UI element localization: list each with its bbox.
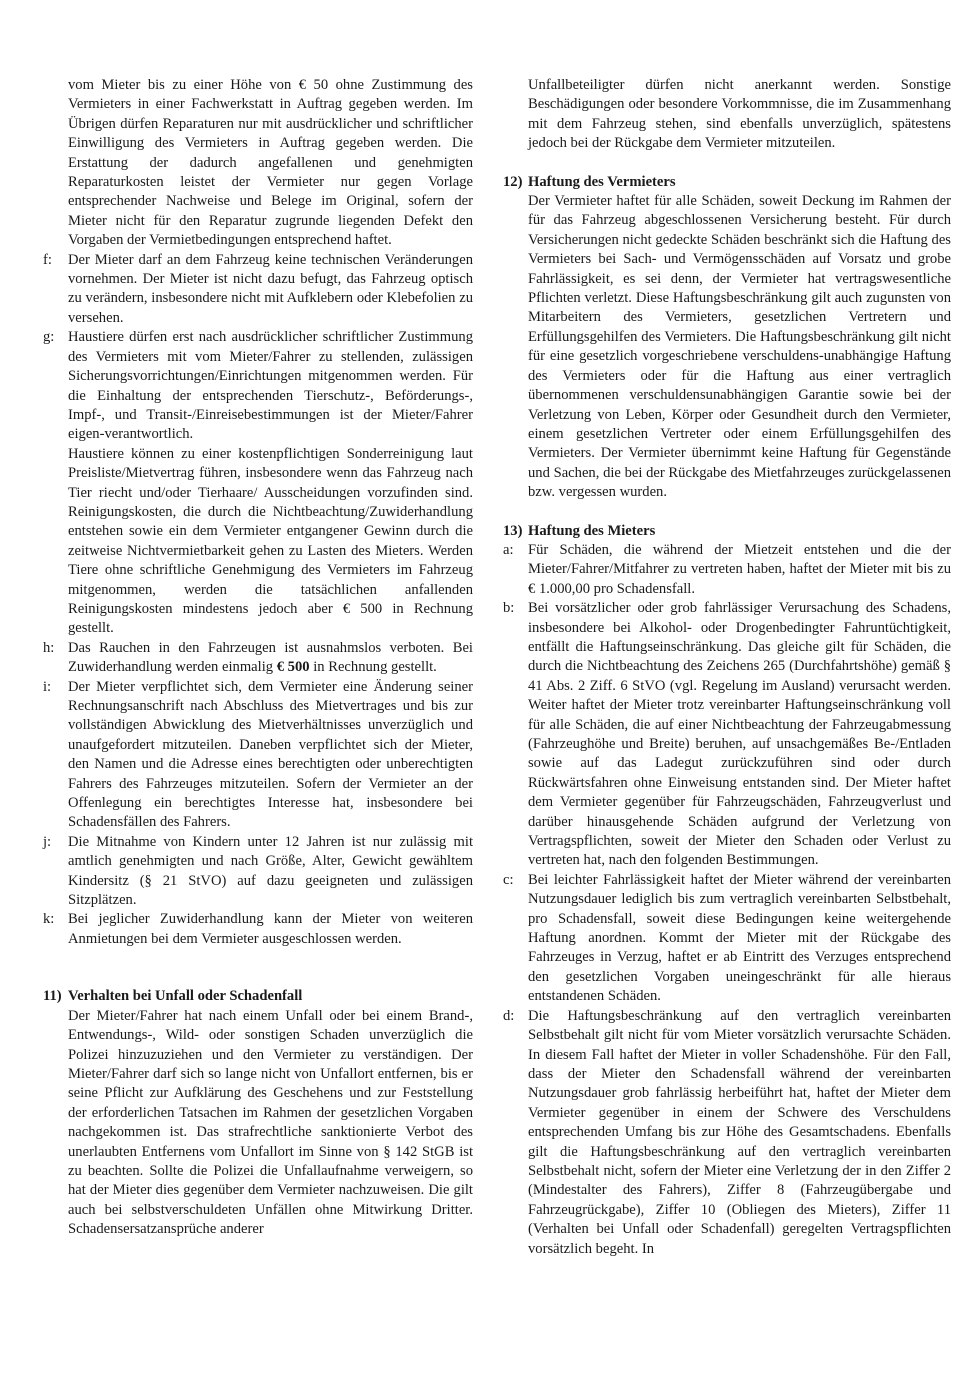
item-text <box>68 639 473 678</box>
section-title: Haftung des Mieters <box>528 522 656 539</box>
left-column <box>43 76 473 1240</box>
section-number: 11) <box>43 988 62 1005</box>
item-f <box>43 251 473 329</box>
item-text: Die Haftungsbeschränkung auf den vertraglich vereinbarten Selbstbehalt gilt nicht für vom Mieter vorsätzlich verursachte Schäden. In diesem Fall haftet der Mieter in voller Schadenshöhe. Für den Fall, dass der Mieter den Schadensfall während der vereinbarten Nutzungsdauer grob fahrlässig herbeiführt hat, haftet der Mieter dem Vermieter gegenüber in einem der Schwere des Verschuldens entsprechenden Umfang bis zur Höhe des Gesamtschadens. Ebenfalls gilt die Haftungsbeschränkung auf den vertraglich vereinbarten Selbstbehalt nicht, sofern der Mieter eine Verletzung der in den Ziffer 2 (Mindestalter des Fahrers), Ziffer 8 (Fahrzeugübergabe und Fahrzeugrückgabe), Ziffer 10 (Obliegen des Mieters), Ziffer 11 (Verhalten bei Unfall oder Schadenfall) geregelten Vertragspflichten vorsätzlich begeht. In <box>528 1007 951 1257</box>
item-g-continuation: Haustiere können zu einer kostenpflichtigen Sonderreinigung laut Preisliste/Mietvertrag führen, insbesondere wenn das Fahrzeug nach Tier riecht und/oder Tierhaare/ Ausscheidungen vorzufinden sind. Reinigungskosten, die durch die Nichtbeachtung/Zuwiderhandlung entstehen sowie ein dem Vermieter entgangener Gewinn durch die zeitweise Nichtvermietbarkeit gehen zu Lasten des Mieters. Werden Tiere ohne schriftliche Genehmigung des Vermieters im Fahrzeug mitgenommen, werden die tatsächlichen anfallenden Reinigungskosten mindestens jedoch aber € 500 in Rechnung gestellt. <box>68 445 473 637</box>
item-label: d: <box>503 1007 515 1024</box>
item-i <box>43 678 473 833</box>
section-11-heading <box>43 987 473 1006</box>
item-text: Die Mitnahme von Kindern unter 12 Jahren ist nur zulässig mit amtlich genehmigten und nach Größe, Alter, Gewicht gewähltem Kindersitz (§ 21 StVO) auf dazu geeigneten und zulässigen Sitzplätzen. <box>68 833 473 909</box>
item-text: Haustiere dürfen erst nach ausdrücklicher schriftlicher Zustimmung des Vermieters mit vom Mieter/Fahrer zu stellenden, zulässigen Sicherungsvorrichtungen/Einrichtungen mitgenommen werden. Für die Einhaltung der entsprechenden Tierschutz-, Beförderungs-, Impf-, und Transit-/Einreisebestimmungen ist der Mieter/Fahrer eigen-verantwortlich. <box>68 329 473 443</box>
section-11-text: Der Mieter/Fahrer hat nach einem Unfall oder bei einem Brand-, Entwendungs-, Wild- oder sonstigen Schaden unverzüglich die Polizei hinzuzuziehen und den Vermieter zu verständigen. Der Mieter/Fahrer darf sich so lange nicht von Unfallort entfernen, bis er seine Pflicht zur Aufklärung des Geschehens und zur Feststellung der erforderlichen Tatsachen im Rahmen der gesetzlichen Vorgaben nachgekommen ist. Das strafrechtliche sanktionierte Verbot des unerlaubten Entfernens vom Unfallort im Sinne von § 142 StGB ist zu beachten. Sollte die Polizei die Unfallaufnahme verweigern, so hat der Mieter dies gegenüber dem Vermieter nachzuweisen. Die gilt auch bei selbstverschuldeten Unfällen ohne Mitwirkung Dritter. Schadensersatzansprüche anderer <box>68 1007 473 1238</box>
section-12-heading <box>503 173 951 192</box>
section-12-text: Der Vermieter haftet für alle Schäden, soweit Deckung im Rahmen der für das Fahrzeug abgeschlossenen Versicherung besteht. Für durch Versicherungen nicht gedeckte Schäden beschränkt sich die Haftung des Vermieters bei Sach- und Vermögensschäden auf Vorsatz und grobe Fahrlässigkeit, es sei denn, der Vermieter hat vertragswesentliche Pflichten verletzt. Diese Haftungsbeschränkung gilt auch zugunsten von Mitarbeitern des Vermieters, gesetzlichen Vertretern und Erfüllungsgehilfen des Vermieters. Die Haftungsbeschränkung gilt nicht für eine gesetzlich vorgeschriebene verschuldens-unabhängige Haftung des Vermieters oder für die Haftung aus einer vertraglich übernommenen verschuldensunabhängigen Garantie sowie bei der Verletzung von Leben, Körper oder Gesundheit durch den Vermieter, einem gesetzlichen Vertreter oder einem Erfüllungsgehilfen des Vermieters. Der Vermieter übernimmt keine Haftung für Gegenstände und Sachen, die bei der Rückgabe des Mietfahrzeuges zurückgelassenen bzw. vergessen wurden. <box>528 193 951 501</box>
item-e-continuation: vom Mieter bis zu einer Höhe von € 50 ohne Zustimmung des Vermieters in einer Fachwerkstatt in Auftrag gegeben werden. Im Übrigen dürfen Reparaturen nur mit ausdrücklicher und schriftlicher Einwilligung des Vermieters in Auftrag gegeben werden. Die Erstattung der dadurch angefallenen und genehmigten Reparaturkosten leistet der Vermieter nur gegen Vorlage entsprechender Nachweise und Belege im Original, sofern der Mieter nicht für den Reparatur zugrunde liegenden Defekt den Vorgaben der Vermietbedingungen entsprechend haftet. <box>68 77 473 249</box>
item-text: Für Schäden, die während der Mietzeit entstehen und die der Mieter/Fahrer/Mitfahrer zu vertreten haben, haftet der Mieter mit bis zu € 1.000,00 pro Schadensfall. <box>528 541 951 597</box>
item-label: f: <box>43 251 52 268</box>
spacer <box>503 503 951 522</box>
spacer <box>503 154 951 173</box>
spacer <box>43 949 473 987</box>
item-g <box>43 328 473 444</box>
section-number: 13) <box>503 522 523 539</box>
item-label: a: <box>503 541 514 558</box>
item-d <box>503 1007 951 1259</box>
item-text: Der Mieter verpflichtet sich, dem Vermieter eine Änderung seiner Rechnungsanschrift nach Abschluss des Mietvertrages und bis zur vollständigen Abwicklung des Mietverhältnisses unverzüglich und unaufgefordert mitzuteilen. Daneben verpflichtet sich der Mieter, den Namen und die Adresse eines berechtigten oder unberechtigten Fahrers des Fahrzeuges mitzuteilen. Sofern der Vermieter an der Offenlegung ein berechtigtes Interesse hat, insbesondere bei Schadensfällen des Fahrers. <box>68 678 473 831</box>
item-j <box>43 833 473 911</box>
item-k <box>43 910 473 949</box>
item-h-text-before: Das Rauchen in den Fahrzeugen ist ausnahmslos verboten. Bei Zuwiderhandlung werden einmalig <box>68 639 473 676</box>
item-a <box>503 541 951 599</box>
item-label: c: <box>503 871 514 888</box>
fine-amount: € 500 <box>276 659 310 676</box>
item-h <box>43 639 473 678</box>
item-text: Der Mieter darf an dem Fahrzeug keine technischen Veränderungen vornehmen. Der Mieter ist nicht dazu befugt, das Fahrzeug optisch zu verändern, insbesondere nicht mit Aufklebern oder Klebefolien zu versehen. <box>68 251 473 326</box>
section-title: Haftung des Vermieters <box>528 173 676 190</box>
item-label: i: <box>43 678 52 695</box>
right-column <box>503 76 951 1259</box>
section-title: Verhalten bei Unfall oder Schadenfall <box>68 988 303 1005</box>
item-b <box>503 599 951 871</box>
item-text: Bei jeglicher Zuwiderhandlung kann der Mieter von weiteren Anmietungen bei dem Vermieter ausgeschlossen werden. <box>68 911 473 947</box>
item-label: h: <box>43 639 55 656</box>
item-label: k: <box>43 911 55 928</box>
item-label: j: <box>43 833 52 850</box>
section-13-heading <box>503 522 951 541</box>
section-number: 12) <box>503 173 523 190</box>
item-label: g: <box>43 329 55 346</box>
item-c <box>503 871 951 1007</box>
item-label: b: <box>503 600 515 617</box>
item-h-text-after: in Rechnung gestellt. <box>309 659 437 676</box>
item-text: Bei vorsätzlicher oder grob fahrlässiger Verursachung des Schadens, insbesondere bei Alkohol- oder Drogenbedingter Fahruntüchtigkeit, entfällt die Haftungseinschränkung. Das gleiche gilt für Schäden, die durch die Nichtbeachtung des Zeichens 265 (Durchfahrtshöhe) gemäß § 41 Abs. 2 Ziff. 6 StVO (vgl. Regelung im Ausland) verursacht werden. Weiter haftet der Mieter trotz vereinbarter Haftungseinschränkung voll für alle Schäden, die auf einer Nichtbeachtung der Fahrzeugabmessung (Fahrzeughöhe und Breite) beruhen, auf unsachgemäßes Be-/Entladen sowie auf das Ladegut zurückzuführen sind oder durch Rückwärtsfahren ohne Einweisung entstanden sind. Der Mieter haftet dem Vermieter gegenüber für Fahrzeugschäden, Fahrzeugverlust und darüber hinausgehende Schäden aufgrund der Verletzung von Vertragspflichten, soweit der Mieter den Schaden oder Verlust zu vertreten hat, nach den folgenden Bestimmungen. <box>528 600 951 869</box>
section-11-continuation: Unfallbeteiligter dürfen nicht anerkannt werden. Sonstige Beschädigungen oder besondere Vorkommnisse, die im Zusammenhang mit dem Fahrzeug stehen, sind ebenfalls unverzüglich, spätestens jedoch bei der Rückgabe dem Vermieter mitzuteilen. <box>528 77 951 152</box>
item-text: Bei leichter Fahrlässigkeit haftet der Mieter während der vereinbarten Nutzungsdauer lediglich bis zum vertraglich vereinbarten Selbstbehalt, pro Schadensfall, soweit diese Bedingungen keine weitergehende Haftung anordnen. Kommt der Mieter mit der Rückgabe des Fahrzeuges in Verzug, haftet er ab Eintritt des Verzuges entsprechend den gesetzlichen Vorgaben uneingeschränkt für alle hieraus entstandenen Schäden. <box>528 871 951 1005</box>
